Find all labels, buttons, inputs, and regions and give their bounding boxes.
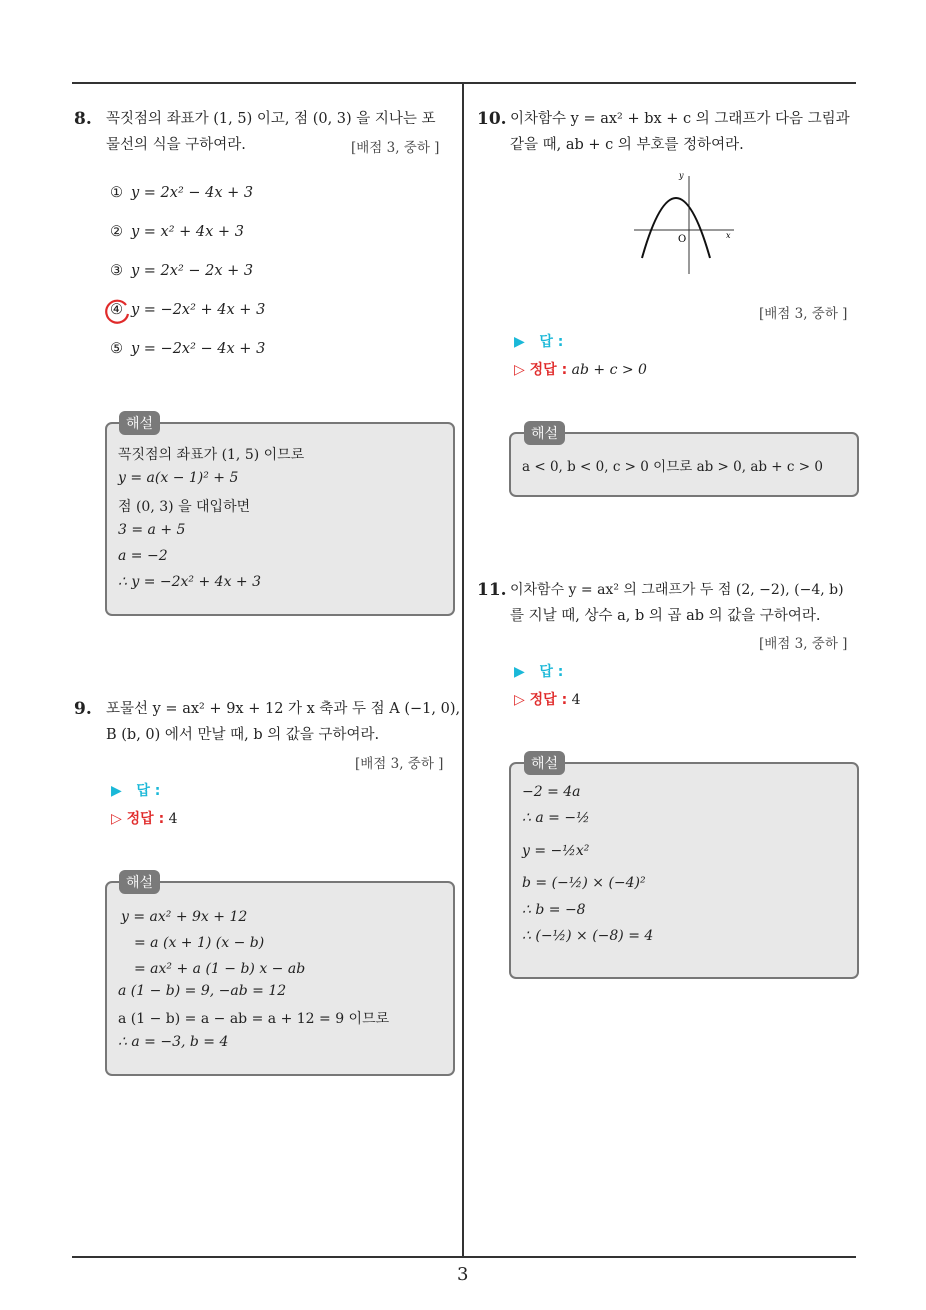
choice-expr: y = 2x² − 4x + 3 [131,185,254,201]
q11-meta: [배점 3, 중하 ] [759,636,848,652]
correct-label: ▷ 정답 : [111,811,165,827]
q8-choice-5[interactable] [110,341,265,357]
choice-marker: ① [110,185,123,201]
selected-answer-circle-icon [102,297,132,327]
q11-solution-line: b = (−½) × (−4)² [522,875,646,891]
q8-number: 8. [74,109,92,129]
q9-solution-line: a (1 − b) = 9, −ab = 12 [118,983,287,999]
choice-marker: ③ [110,263,123,279]
correct-value: ab + c > 0 [571,362,647,378]
q11-text-line2: 를 지날 때, 상수 a, b 의 곱 ab 의 값을 구하여라. [510,608,821,624]
q10-solution-line: a < 0, b < 0, c > 0 이므로 ab > 0, ab + c > 0 [522,459,823,475]
q9-number: 9. [74,699,92,719]
q10-answer-label: ▶ 답 : [514,334,564,350]
q11-solution-line: y = −½x² [522,843,590,859]
column-divider [462,82,464,1257]
q9-correct-row [111,808,178,828]
q10-text-line1: 이차함수 y = ax² + bx + c 의 그래프가 다음 그림과 [510,111,850,127]
q9-meta: [배점 3, 중하 ] [355,756,444,772]
q9-solution-line: = ax² + a (1 − b) x − ab [134,961,306,977]
q8-solution-line: y = a(x − 1)² + 5 [118,470,239,486]
page-number: 3 [457,1264,469,1285]
q11-solution-line: ∴ b = −8 [522,902,586,918]
choice-expr: y = x² + 4x + 3 [131,224,244,240]
choice-marker: ④ [110,302,123,318]
choice-expr: y = 2x² − 2x + 3 [131,263,254,279]
choice-marker: ② [110,224,123,240]
q9-text-line1: 포물선 y = ax² + 9x + 12 가 x 축과 두 점 A (−1, 0), [106,701,461,717]
q9-solution-line: ∴ a = −3, b = 4 [118,1034,229,1050]
choice-expr: y = −2x² + 4x + 3 [131,302,266,318]
q10-correct-row [514,359,647,379]
q8-solution-line: ∴ y = −2x² + 4x + 3 [118,574,262,590]
q10-solution-tag: 해설 [524,421,565,445]
x-axis-label: x [726,231,731,240]
origin-label: O [678,234,687,245]
q9-answer-label: ▶ 답 : [111,783,161,799]
q8-solution-tag: 해설 [119,411,160,435]
parabola-curve [642,198,710,258]
y-axis-label: y [679,171,684,180]
q9-solution-line: = a (x + 1) (x − b) [134,935,265,951]
q11-answer-label: ▶ 답 : [514,664,564,680]
q8-solution-line: 3 = a + 5 [118,522,186,538]
q8-choice-1[interactable] [110,185,253,201]
q11-number: 11. [477,580,507,600]
q8-text-line1: 꼭짓점의 좌표가 (1, 5) 이고, 점 (0, 3) 을 지나는 포 [106,111,436,127]
q10-number: 10. [477,109,507,129]
correct-label: ▷ 정답 : [514,362,568,378]
correct-label: ▷ 정답 : [514,692,568,708]
q9-solution-line: y = ax² + 9x + 12 [121,909,248,925]
q11-solution-tag: 해설 [524,751,565,775]
top-rule [72,82,856,84]
q8-choice-2[interactable] [110,224,244,240]
q10-meta: [배점 3, 중하 ] [759,306,848,322]
choice-expr: y = −2x² − 4x + 3 [131,341,266,357]
q8-text-line2: 물선의 식을 구하여라. [106,137,246,153]
q8-solution-line: 점 (0, 3) 을 대입하면 [118,499,251,515]
q11-solution-line: ∴ (−½) × (−8) = 4 [522,928,654,944]
q10-text-line2: 같을 때, ab + c 의 부호를 정하여라. [510,137,744,153]
q9-text-line2: B (b, 0) 에서 만날 때, b 의 값을 구하여라. [106,727,380,743]
q9-solution-line: a (1 − b) = a − ab = a + 12 = 9 이므로 [118,1011,390,1027]
q9-solution-tag: 해설 [119,870,160,894]
correct-value: 4 [571,692,581,708]
q8-solution-line: a = −2 [118,548,168,564]
choice-marker: ⑤ [110,341,123,357]
q11-text-line1: 이차함수 y = ax² 의 그래프가 두 점 (2, −2), (−4, b) [510,582,844,598]
q8-choice-3[interactable] [110,263,253,279]
q11-correct-row [514,689,581,709]
q8-choice-4[interactable] [110,302,265,318]
q10-parabola-graph [630,168,740,280]
bottom-rule [72,1256,856,1258]
q11-solution-line: ∴ a = −½ [522,810,590,826]
q11-solution-line: −2 = 4a [522,784,581,800]
q8-meta: [배점 3, 중하 ] [351,140,440,156]
correct-value: 4 [168,811,178,827]
q8-solution-line: 꼭짓점의 좌표가 (1, 5) 이므로 [118,447,305,463]
